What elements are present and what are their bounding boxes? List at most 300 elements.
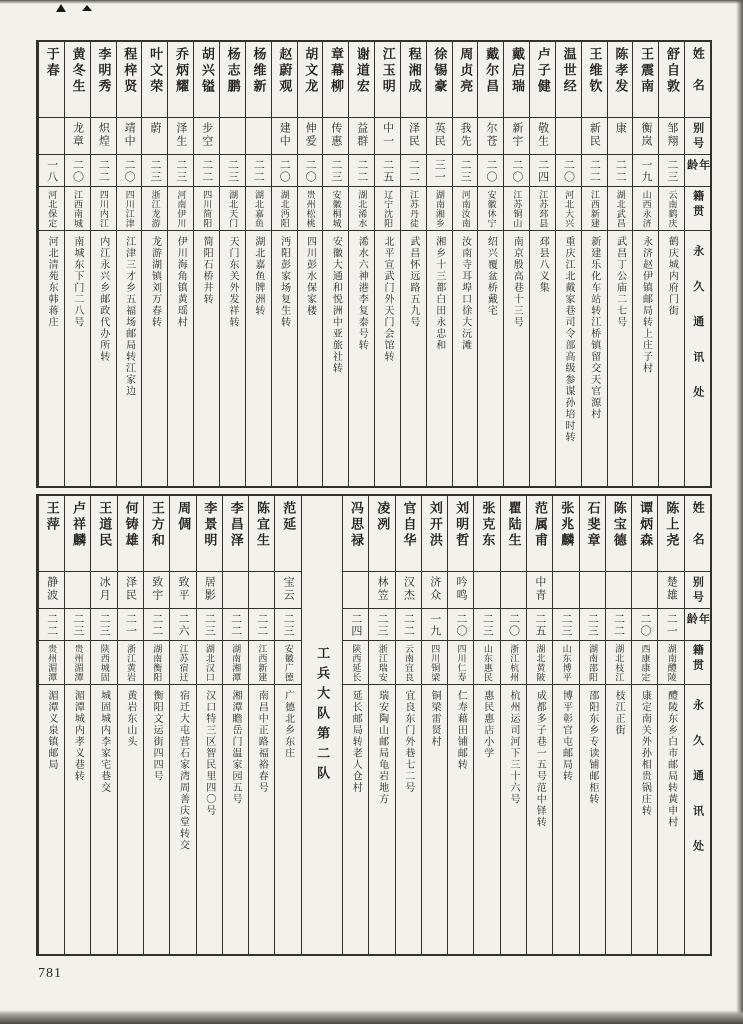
scan-speck (56, 4, 66, 12)
person-native: 湖北浠水 (349, 186, 374, 230)
person-native: 河南汝南 (453, 186, 478, 230)
person-alias (249, 571, 274, 608)
person-name: 赵蔚观 (277, 47, 293, 95)
person-column (426, 42, 452, 486)
person-column (90, 42, 116, 486)
person-age: 二二 (194, 154, 219, 186)
person-alias (223, 571, 248, 608)
person-native: 陕西延长 (343, 640, 368, 684)
person-column (555, 42, 581, 486)
person-age: 二〇 (501, 608, 526, 640)
header-native: 籍贯 (685, 186, 710, 230)
person-name: 王萍 (44, 501, 60, 533)
person-address: 铜梁雷贤村 (422, 684, 447, 954)
person-name: 于春 (44, 47, 60, 79)
person-name: 王方和 (149, 501, 165, 549)
person-address: 博平彰官屯邮局转 (553, 684, 578, 954)
person-alias: 宝云 (275, 571, 300, 608)
person-address: 宿迁大屯营石家湾周善庆堂转交 (170, 684, 195, 954)
person-age: 二三 (553, 608, 578, 640)
person-alias: 泽民 (401, 117, 426, 154)
person-name: 黄冬生 (70, 47, 86, 95)
person-column (116, 42, 142, 486)
person-native: 云南宜良 (396, 640, 421, 684)
header-age: 年龄 (685, 608, 710, 640)
person-address: 绍兴覆盆桥戴宅 (478, 230, 503, 486)
person-column (196, 496, 222, 954)
person-age: 二三 (474, 608, 499, 640)
person-native: 湖南衡阳 (144, 640, 169, 684)
person-name: 石斐章 (585, 501, 601, 549)
person-age: 二二 (223, 608, 248, 640)
person-name: 刘开洪 (427, 501, 443, 549)
person-address: 南城东下门二八号 (65, 230, 90, 486)
person-alias: 吟鸣 (448, 571, 473, 608)
person-column (529, 42, 555, 486)
person-alias: 冰月 (91, 571, 116, 608)
person-address: 河北清苑东韩蒋庄 (39, 230, 64, 486)
person-name: 官自华 (401, 501, 417, 549)
person-age: 二三 (275, 608, 300, 640)
person-native: 江西南城 (65, 186, 90, 230)
person-native: 四川内江 (91, 186, 116, 230)
directory-sheet (36, 40, 712, 956)
person-native: 安徽桐城 (323, 186, 348, 230)
page-edge-right (736, 0, 743, 1024)
person-name: 杨维新 (251, 47, 267, 95)
person-address: 四川彭水保家楼 (298, 230, 323, 486)
person-address: 邵阳东乡专读铺邮柜转 (580, 684, 605, 954)
person-age: 二六 (170, 608, 195, 640)
person-alias: 炽煌 (91, 117, 116, 154)
person-native: 四川江津 (117, 186, 142, 230)
person-column (526, 496, 552, 954)
person-column (297, 42, 323, 486)
person-name: 谢道宏 (354, 47, 370, 95)
person-native: 湖北黄陂 (527, 640, 552, 684)
page-edge-top (0, 0, 743, 4)
person-name: 卢子健 (535, 47, 551, 95)
person-native: 浙江瑞安 (369, 640, 394, 684)
person-address: 邳县八义集 (530, 230, 555, 486)
person-name: 乔炳耀 (173, 47, 189, 95)
person-column (581, 42, 607, 486)
person-column (271, 42, 297, 486)
person-name: 陈上尧 (664, 501, 680, 549)
person-age: 二〇 (117, 154, 142, 186)
person-alias (556, 117, 581, 154)
person-alias: 建中 (272, 117, 297, 154)
person-column (274, 496, 300, 954)
person-name: 瞿陆生 (506, 501, 522, 549)
person-age: 二五 (375, 154, 400, 186)
person-age: 二二 (249, 608, 274, 640)
header-address: 永久通讯处 (685, 684, 710, 954)
person-name: 徐锡豪 (432, 47, 448, 95)
person-name: 范延 (281, 501, 297, 533)
person-age: 二一 (658, 608, 683, 640)
person-name: 王震南 (639, 47, 655, 95)
person-column (245, 42, 271, 486)
person-alias: 龙章 (65, 117, 90, 154)
person-age: 二三 (220, 154, 245, 186)
person-age: 二〇 (298, 154, 323, 186)
person-column (503, 42, 529, 486)
person-alias: 蔚 (142, 117, 167, 154)
person-age: 二四 (343, 608, 368, 640)
person-age: 二四 (530, 154, 555, 186)
person-address: 宜良东门外巷七二号 (396, 684, 421, 954)
person-age: 二二 (91, 154, 116, 186)
person-age: 二一 (118, 608, 143, 640)
person-address: 天门东关外发祥转 (220, 230, 245, 486)
bottom-header-column (684, 496, 710, 954)
person-native: 山东惠民 (474, 640, 499, 684)
person-age: 二三 (65, 608, 90, 640)
person-address: 武昌怀远路五九号 (401, 230, 426, 486)
person-native: 贵州湄潭 (65, 640, 90, 684)
person-age: 二三 (168, 154, 193, 186)
person-column (607, 42, 633, 486)
person-name: 叶文荣 (148, 47, 164, 95)
person-age: 二〇 (65, 154, 90, 186)
person-column (348, 42, 374, 486)
person-alias (343, 571, 368, 608)
person-native: 云南鹤庆 (659, 186, 684, 230)
person-alias: 致宇 (144, 571, 169, 608)
person-column (632, 42, 658, 486)
header-alias: 别号 (685, 571, 710, 608)
person-name: 温世经 (561, 47, 577, 95)
person-name: 戴启瑞 (509, 47, 525, 95)
person-column (477, 42, 503, 486)
person-alias (39, 117, 64, 154)
person-column (169, 496, 195, 954)
person-name: 舒自敦 (665, 47, 680, 95)
person-address: 江津三才乡五福场邮局转江家边 (117, 230, 142, 486)
person-column (248, 496, 274, 954)
person-native: 湖北天门 (220, 186, 245, 230)
person-alias: 衡岚 (633, 117, 658, 154)
person-name: 张克东 (480, 501, 496, 549)
person-age: 二二 (144, 608, 169, 640)
person-age: 二三 (453, 154, 478, 186)
person-address: 湘乡十三都白田永忠和 (427, 230, 452, 486)
person-address: 杭州运司河下三十六号 (501, 684, 526, 954)
person-column (421, 496, 447, 954)
person-native: 浙江龙游 (142, 186, 167, 230)
person-alias: 靖中 (117, 117, 142, 154)
person-native: 山西永济 (633, 186, 658, 230)
person-name: 周倜 (176, 501, 192, 533)
person-alias: 传惠 (323, 117, 348, 154)
person-name: 周贞亮 (458, 47, 474, 95)
person-name: 章幕柳 (329, 47, 345, 95)
person-address: 沔阳彭家场复生转 (272, 230, 297, 486)
person-native: 河北大兴 (556, 186, 581, 230)
person-address: 惠民惠店小学 (474, 684, 499, 954)
person-native: 安徽休宁 (478, 186, 503, 230)
person-name: 陈孝发 (613, 47, 629, 95)
person-name: 凌冽 (375, 501, 391, 533)
person-native: 江西新建 (249, 640, 274, 684)
person-alias (553, 571, 578, 608)
person-alias: 林笠 (369, 571, 394, 608)
person-alias (580, 571, 605, 608)
person-native: 四川铜梁 (422, 640, 447, 684)
person-name: 冯思禄 (348, 501, 364, 549)
person-native: 湖北沔阳 (272, 186, 297, 230)
person-name: 卢祥麟 (71, 501, 86, 549)
person-address: 北平宣武门外天门会馆转 (375, 230, 400, 486)
person-column (395, 496, 421, 954)
person-age: 二〇 (632, 608, 657, 640)
person-address: 新建乐化车站转江桥镇留交天官源村 (582, 230, 607, 486)
person-age: 二二 (349, 154, 374, 186)
person-name: 何铸雄 (123, 501, 139, 549)
header-alias: 别号 (685, 117, 710, 154)
person-age: 二五 (527, 608, 552, 640)
page-edge-bottom (0, 1010, 743, 1024)
person-age: 二〇 (478, 154, 503, 186)
person-address: 衡阳文运街四四号 (144, 684, 169, 954)
person-age: 二〇 (448, 608, 473, 640)
person-alias (220, 117, 245, 154)
person-name: 王道民 (97, 501, 113, 549)
person-alias: 致平 (170, 571, 195, 608)
top-header-column (684, 42, 710, 486)
scan-speck (82, 5, 92, 11)
person-column (368, 496, 394, 954)
person-native: 湖南醴陵 (658, 640, 683, 684)
person-address: 重庆江北戴家巷司令部高级参谋孙培时转 (556, 230, 581, 486)
person-column (219, 42, 245, 486)
person-address: 湄潭城内孝义巷转 (65, 684, 90, 954)
person-address: 汉口特三区智民里四〇号 (197, 684, 222, 954)
person-age: 二二 (401, 154, 426, 186)
person-name: 戴尔昌 (484, 47, 500, 95)
person-native: 江西新建 (582, 186, 607, 230)
person-alias: 泽生 (168, 117, 193, 154)
person-address: 仁寿藉田铺邮转 (448, 684, 473, 954)
person-age: 二三 (197, 608, 222, 640)
person-address: 武昌丁公庙二七号 (608, 230, 633, 486)
person-alias: 新宇 (504, 117, 529, 154)
person-address: 城固城内李家宅巷交 (91, 684, 116, 954)
person-name: 陈宜生 (254, 501, 270, 549)
header-name: 姓名 (691, 501, 706, 564)
person-native: 江苏宿迁 (170, 640, 195, 684)
top-table (36, 40, 712, 488)
person-age: 二〇 (272, 154, 297, 186)
person-alias: 敬生 (530, 117, 555, 154)
person-name: 谭炳森 (638, 501, 654, 549)
person-alias: 济众 (422, 571, 447, 608)
person-alias (65, 571, 90, 608)
person-column (193, 42, 219, 486)
person-alias: 居影 (197, 571, 222, 608)
person-column (447, 496, 473, 954)
person-name: 胡兴镒 (199, 47, 215, 95)
person-native: 湖北枝江 (606, 640, 631, 684)
person-native: 河北保定 (39, 186, 64, 230)
person-native: 湖南湘潭 (223, 640, 248, 684)
page-number: 781 (38, 966, 62, 981)
person-alias (474, 571, 499, 608)
person-alias: 汉杰 (396, 571, 421, 608)
person-alias: 楚雄 (658, 571, 683, 608)
person-address: 瑞安陶山邮局龟岩地方 (369, 684, 394, 954)
person-native: 贵州松桃 (298, 186, 323, 230)
person-native: 山东博平 (553, 640, 578, 684)
person-column (657, 496, 683, 954)
person-age: 二〇 (556, 154, 581, 186)
bottom-table (36, 494, 712, 956)
person-address: 鹤庆城内府门街 (659, 230, 684, 486)
person-column (141, 42, 167, 486)
person-column (64, 496, 90, 954)
person-alias: 中一 (375, 117, 400, 154)
person-column (38, 42, 64, 486)
person-alias: 益群 (349, 117, 374, 154)
person-column (64, 42, 90, 486)
person-alias: 英民 (427, 117, 452, 154)
person-native: 辽宁沈阳 (375, 186, 400, 230)
person-column (631, 496, 657, 954)
person-age: 三一 (427, 154, 452, 186)
person-alias: 步空 (194, 117, 219, 154)
person-column (322, 42, 348, 486)
person-name: 杨志鹏 (225, 47, 241, 95)
person-address: 安徽大通和悦洲中亚旅社转 (323, 230, 348, 486)
person-native: 西康康定 (632, 640, 657, 684)
person-native: 江苏铜山 (504, 186, 529, 230)
person-alias: 泽民 (118, 571, 143, 608)
person-native: 陕西城固 (91, 640, 116, 684)
person-age: 二二 (582, 154, 607, 186)
person-address: 醴陵东乡白市邮局转黄申村 (658, 684, 683, 954)
person-name: 范属甫 (532, 501, 548, 549)
person-address: 康定南关外孙相贵锅庄转 (632, 684, 657, 954)
person-address: 伊川海角镇黄瑶村 (168, 230, 193, 486)
person-column (658, 42, 684, 486)
person-address: 汝南寺耳埠口徐大沅滩 (453, 230, 478, 486)
person-address: 广德北乡东庄 (275, 684, 300, 954)
person-address: 龙游湖镇刘万春转 (142, 230, 167, 486)
person-alias: 邹翔 (659, 117, 684, 154)
person-native: 湖南邵阳 (580, 640, 605, 684)
person-column (552, 496, 578, 954)
person-column (605, 496, 631, 954)
person-address: 内江永兴乡邮政代办所转 (91, 230, 116, 486)
person-address: 延长邮局转老人仓村 (343, 684, 368, 954)
person-alias: 尔苍 (478, 117, 503, 154)
person-address: 黄岩东山头 (118, 684, 143, 954)
person-address: 成都多子巷一五号范中铎转 (527, 684, 552, 954)
person-name: 李景明 (202, 501, 218, 549)
unit-label-column (301, 496, 342, 954)
person-alias: 我先 (453, 117, 478, 154)
person-address: 南京殷高巷十三号 (504, 230, 529, 486)
person-name: 程湘成 (406, 47, 422, 95)
person-age: 二三 (142, 154, 167, 186)
person-address: 南昌中正路福裕春号 (249, 684, 274, 954)
person-native: 湖北武昌 (608, 186, 633, 230)
person-age: 二二 (396, 608, 421, 640)
header-native: 籍贯 (685, 640, 710, 684)
person-native: 浙江杭州 (501, 640, 526, 684)
unit-label: 工兵大队第二队 (315, 646, 331, 786)
person-column (579, 496, 605, 954)
person-alias (246, 117, 271, 154)
person-age: 二二 (606, 608, 631, 640)
person-column (473, 496, 499, 954)
person-alias (606, 571, 631, 608)
person-age: 一九 (422, 608, 447, 640)
person-name: 胡文龙 (303, 47, 319, 95)
person-age: 二三 (580, 608, 605, 640)
person-alias: 康 (608, 117, 633, 154)
person-native: 江苏邳县 (530, 186, 555, 230)
person-column (222, 496, 248, 954)
person-name: 程梓贤 (122, 47, 138, 95)
person-age: 二三 (659, 154, 684, 186)
person-alias: 中青 (527, 571, 552, 608)
person-native: 湖南湘乡 (427, 186, 452, 230)
person-address: 湘潭瞻岳门温家园五号 (223, 684, 248, 954)
person-address: 枝江正街 (606, 684, 631, 954)
person-native: 湖北嘉鱼 (246, 186, 271, 230)
person-column (452, 42, 478, 486)
person-native: 河南伊川 (168, 186, 193, 230)
person-address: 浠水六神港李复泰号转 (349, 230, 374, 486)
person-age: 二二 (246, 154, 271, 186)
person-alias (501, 571, 526, 608)
person-native: 安徽广德 (275, 640, 300, 684)
person-address: 永济赵伊镇邮局转上庄子村 (633, 230, 658, 486)
person-column (117, 496, 143, 954)
person-age: 一八 (39, 154, 64, 186)
person-name: 刘明哲 (454, 501, 470, 549)
person-column (143, 496, 169, 954)
person-column (400, 42, 426, 486)
person-address: 湄潭义泉镇邮局 (39, 684, 64, 954)
person-alias: 静波 (39, 571, 64, 608)
person-column (38, 496, 64, 954)
person-age: 二三 (369, 608, 394, 640)
person-column (90, 496, 116, 954)
person-address: 湖北嘉鱼牌洲转 (246, 230, 271, 486)
person-address: 简阳石桥井转 (194, 230, 219, 486)
person-name: 李明秀 (96, 47, 112, 95)
person-native: 浙江黄岩 (118, 640, 143, 684)
person-column (500, 496, 526, 954)
person-alias: 新民 (582, 117, 607, 154)
person-age: 二二 (608, 154, 633, 186)
person-age: 二〇 (504, 154, 529, 186)
person-name: 张兆麟 (559, 501, 575, 549)
person-name: 陈宝德 (611, 501, 627, 549)
person-native: 四川仁寿 (448, 640, 473, 684)
person-age: 二三 (323, 154, 348, 186)
person-native: 贵州湄潭 (39, 640, 64, 684)
person-age: 一九 (633, 154, 658, 186)
person-column (167, 42, 193, 486)
person-age: 二三 (91, 608, 116, 640)
person-column (342, 496, 368, 954)
person-column (374, 42, 400, 486)
header-age: 年龄 (685, 154, 710, 186)
